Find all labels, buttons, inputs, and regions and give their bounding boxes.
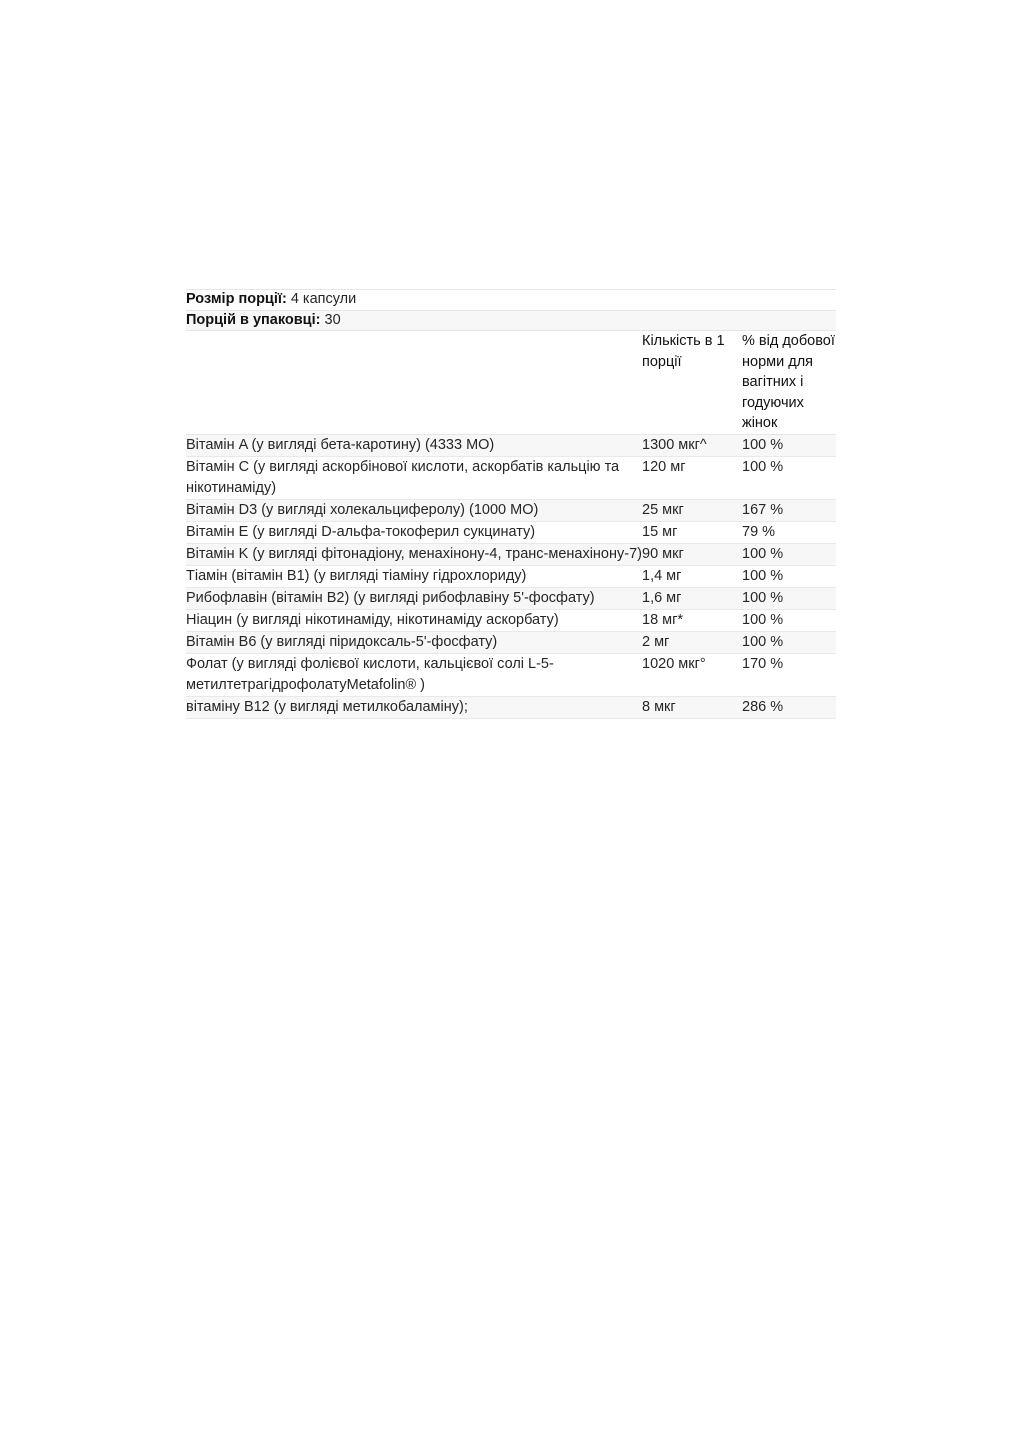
supplement-facts-panel xyxy=(186,289,836,719)
table-row xyxy=(186,588,836,610)
servings-per-container-row xyxy=(186,310,836,331)
table-row xyxy=(186,500,836,522)
nutrient-amount: 15 мг xyxy=(642,522,742,544)
nutrient-daily-value: 79 % xyxy=(742,522,836,544)
supplement-facts-body xyxy=(186,290,836,719)
column-header-nutrient xyxy=(186,331,642,435)
table-row xyxy=(186,522,836,544)
serving-size-cell xyxy=(186,290,836,311)
nutrient-daily-value: 100 % xyxy=(742,632,836,654)
table-row xyxy=(186,457,836,500)
nutrient-amount: 18 мг* xyxy=(642,610,742,632)
table-row xyxy=(186,697,836,719)
serving-size-label: Розмір порції: xyxy=(186,291,287,307)
table-header-row xyxy=(186,331,836,435)
servings-per-container-label: Порцій в упаковці: xyxy=(186,311,321,328)
table-row xyxy=(186,566,836,588)
nutrient-name: Вітамін K (у вигляді фітонадіону, менахінону-4, транс-менахінону-7) xyxy=(186,544,642,566)
nutrient-amount: 90 мкг xyxy=(642,544,742,566)
servings-per-container-cell xyxy=(186,310,836,331)
nutrient-name: Вітамін C (у вигляді аскорбінової кислоти, аскорбатів кальцію та нікотинаміду) xyxy=(186,457,642,500)
nutrient-daily-value: 170 % xyxy=(742,654,836,697)
supplement-facts-table xyxy=(186,289,836,719)
column-header-amount-per-serving: Кількість в 1 порції xyxy=(642,331,742,435)
table-row xyxy=(186,544,836,566)
nutrient-name: Вітамін E (у вигляді D-альфа-токоферил сукцинату) xyxy=(186,522,642,544)
nutrient-daily-value: 100 % xyxy=(742,544,836,566)
nutrient-name: Ніацин (у вигляді нікотинаміду, нікотинаміду аскорбату) xyxy=(186,610,642,632)
nutrient-name: Тіамін (вітамін B1) (у вигляді тіаміну гідрохлориду) xyxy=(186,566,642,588)
nutrient-daily-value: 100 % xyxy=(742,588,836,610)
table-row xyxy=(186,610,836,632)
nutrient-name: Вітамін A (у вигляді бета-каротину) (4333 МО) xyxy=(186,435,642,457)
serving-size-value: 4 капсули xyxy=(290,291,357,307)
table-row xyxy=(186,632,836,654)
nutrient-amount: 25 мкг xyxy=(642,500,742,522)
nutrient-daily-value: 100 % xyxy=(742,457,836,500)
nutrient-daily-value: 286 % xyxy=(742,697,836,719)
servings-per-container-value: 30 xyxy=(324,311,341,328)
nutrient-amount: 1,6 мг xyxy=(642,588,742,610)
table-row xyxy=(186,654,836,697)
column-header-daily-value: % від добової норми для вагітних і годуючих жінок xyxy=(742,331,836,435)
nutrient-name: Фолат (у вигляді фолієвої кислоти, кальцієвої солі L-5-метилтетрагідрофолатуMetafolin® ) xyxy=(186,654,642,697)
nutrient-daily-value: 167 % xyxy=(742,500,836,522)
nutrient-daily-value: 100 % xyxy=(742,566,836,588)
table-row xyxy=(186,435,836,457)
nutrient-daily-value: 100 % xyxy=(742,435,836,457)
nutrient-daily-value: 100 % xyxy=(742,610,836,632)
nutrient-amount: 1,4 мг xyxy=(642,566,742,588)
nutrient-name: Рибофлавін (вітамін B2) (у вигляді рибофлавіну 5'-фосфату) xyxy=(186,588,642,610)
nutrient-name: Вітамін B6 (у вигляді піридоксаль-5'-фосфату) xyxy=(186,632,642,654)
nutrient-name: вітаміну B12 (у вигляді метилкобаламіну); xyxy=(186,697,642,719)
nutrient-amount: 120 мг xyxy=(642,457,742,500)
nutrient-amount: 8 мкг xyxy=(642,697,742,719)
nutrient-amount: 1300 мкг^ xyxy=(642,435,742,457)
nutrient-name: Вітамін D3 (у вигляді холекальциферолу) (1000 МО) xyxy=(186,500,642,522)
nutrient-amount: 1020 мкг° xyxy=(642,654,742,697)
serving-size-row xyxy=(186,290,836,311)
nutrient-amount: 2 мг xyxy=(642,632,742,654)
